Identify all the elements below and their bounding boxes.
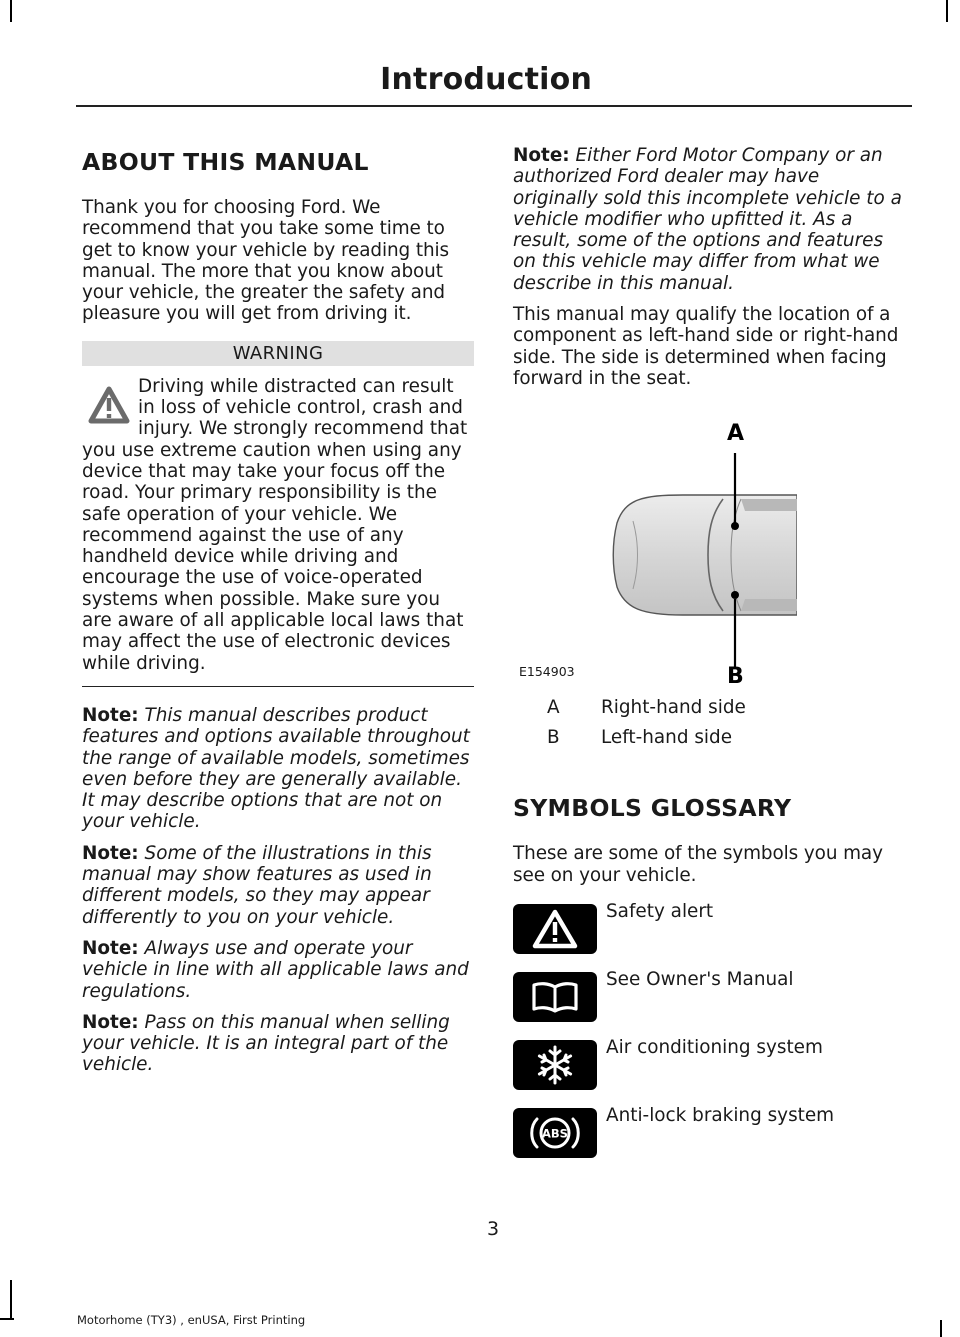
note-label: Note: bbox=[82, 704, 139, 726]
about-intro: Thank you for choosing Ford. We recommend that you take some time to get to know your vehicle by reading this manual. The more that you know about your vehicle, the greater the safety and pleasure you will get from driving it. bbox=[82, 197, 450, 325]
legend-key: B bbox=[547, 727, 560, 749]
abs-icon bbox=[513, 1108, 597, 1158]
symbol-label: Anti-lock braking system bbox=[606, 1104, 835, 1126]
side-explanation: This manual may qualify the location of a component as left-hand side or right-hand side. The side is determined when facing forward in the seat. bbox=[513, 304, 899, 389]
footer-text: Motorhome (TY3) , enUSA, First Printing bbox=[77, 1313, 306, 1327]
symbol-item bbox=[513, 968, 907, 1036]
car-top-view-icon bbox=[513, 403, 907, 683]
legend-value: Right-hand side bbox=[601, 697, 746, 719]
note-label: Note: bbox=[82, 842, 139, 864]
note-text: Some of the illustrations in this manual may show features as used in different models, so they may appear differently to you on your vehicle. bbox=[82, 842, 432, 928]
figure-label-a: A bbox=[727, 421, 745, 447]
note-1 bbox=[82, 705, 474, 833]
symbols-heading: SYMBOLS GLOSSARY bbox=[513, 794, 792, 823]
owners-manual-icon bbox=[513, 972, 597, 1022]
vehicle-sides-illustration bbox=[513, 403, 907, 683]
page-number: 3 bbox=[486, 1218, 500, 1240]
warning-text: Driving while distracted can result in loss of vehicle control, crash and injury. We strongly recommend that you use extreme caution when using any device that may take your focus off the road. Your primary responsibility is the safe operation of your vehicle. We recommend against the use of any handheld device while driving and encourage the use of voice-operated systems when possible. Make sure you are aware of all applicable local laws that may affect the use of electronic devices while driving. bbox=[82, 375, 468, 674]
symbol-label: See Owner's Manual bbox=[606, 968, 794, 990]
note-upfitter bbox=[513, 145, 907, 294]
figure-id: E154903 bbox=[519, 664, 575, 680]
figure-legend bbox=[547, 693, 907, 753]
crop-mark-top-right bbox=[946, 0, 948, 22]
legend-key: A bbox=[547, 697, 560, 719]
symbol-label: Air conditioning system bbox=[606, 1036, 823, 1058]
figure-label-b: B bbox=[727, 664, 744, 684]
crop-mark-bottom-left-h bbox=[0, 1318, 14, 1320]
legend-row bbox=[547, 723, 907, 753]
note-label: Note: bbox=[513, 145, 570, 166]
note-label: Note: bbox=[82, 937, 139, 959]
symbol-item bbox=[513, 1036, 907, 1104]
warning-body bbox=[82, 376, 474, 687]
symbol-item bbox=[513, 1104, 907, 1172]
note-text: Pass on this manual when selling your vehicle. It is an integral part of the vehicle. bbox=[82, 1011, 450, 1076]
crop-mark-bottom-right bbox=[940, 1320, 942, 1337]
crop-mark-bottom-left-v bbox=[10, 1280, 12, 1320]
symbol-label: Safety alert bbox=[606, 900, 714, 922]
note-label: Note: bbox=[82, 1011, 139, 1033]
legend-value: Left-hand side bbox=[601, 727, 733, 749]
note-4 bbox=[82, 1012, 474, 1076]
note-text: This manual describes product features and options available throughout the range of available models, sometimes even before they are generally available. It may describe options that are not on your vehicle. bbox=[82, 704, 470, 833]
right-column bbox=[513, 145, 907, 1172]
safety-alert-icon bbox=[513, 904, 597, 954]
about-heading: ABOUT THIS MANUAL bbox=[82, 148, 369, 176]
abs-icon-text: ABS bbox=[542, 1126, 568, 1141]
legend-row bbox=[547, 693, 907, 723]
symbols-intro: These are some of the symbols you may see on your vehicle. bbox=[513, 843, 883, 886]
note-2 bbox=[82, 843, 474, 928]
header-divider bbox=[76, 105, 912, 107]
warning-heading: WARNING bbox=[82, 341, 474, 366]
air-conditioning-icon bbox=[513, 1040, 597, 1090]
warning-triangle-icon bbox=[82, 376, 136, 434]
left-column bbox=[82, 145, 474, 1086]
symbol-item bbox=[513, 900, 907, 968]
note-text: Either Ford Motor Company or an authorized Ford dealer may have originally sold this incomplete vehicle to a vehicle modifier who upfitted it. As a result, some of the options and features on this vehicle may differ from what we describe in this manual. bbox=[513, 145, 902, 294]
note-3 bbox=[82, 938, 474, 1002]
warning-box bbox=[82, 341, 474, 687]
page-title: Introduction bbox=[380, 62, 592, 97]
crop-mark-top-left bbox=[10, 0, 12, 22]
note-text: Always use and operate your vehicle in line with all applicable laws and regulations. bbox=[82, 937, 469, 1002]
